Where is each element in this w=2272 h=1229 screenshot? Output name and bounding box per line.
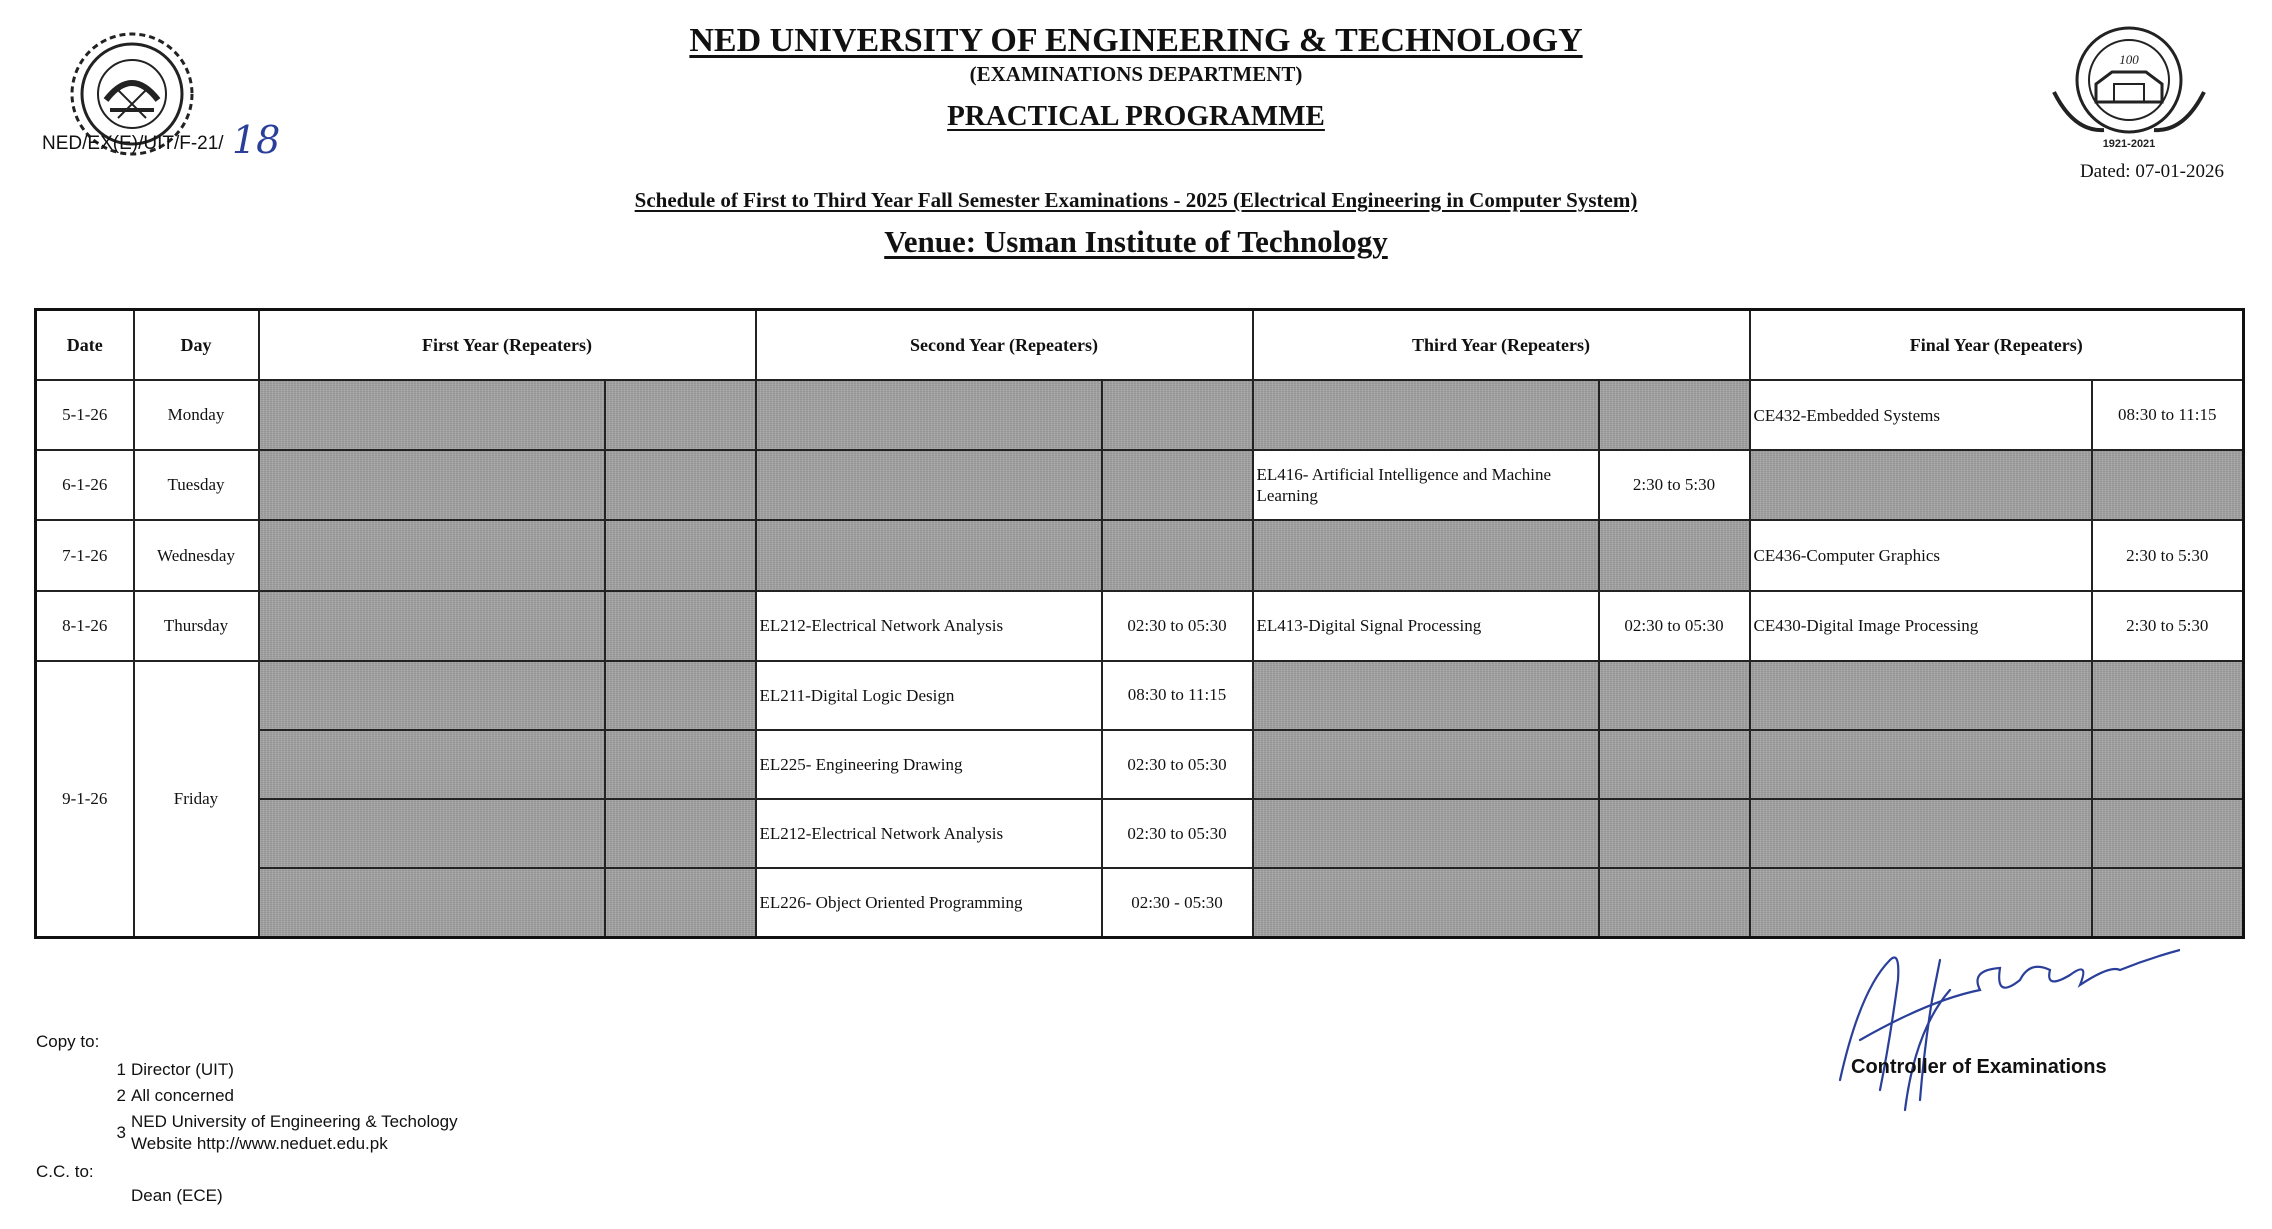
final-time-cell: 2:30 to 5:30	[2092, 591, 2244, 661]
copy-item-number: 3	[116, 1123, 126, 1142]
empty-shaded-cell	[605, 799, 756, 868]
signature	[1820, 930, 2180, 1120]
empty-shaded-cell	[2092, 730, 2244, 799]
date-cell: 7-1-26	[36, 520, 134, 590]
empty-shaded-cell	[259, 661, 605, 730]
day-cell: Wednesday	[134, 520, 259, 590]
dated: Dated: 07-01-2026	[2079, 161, 2224, 182]
second-time-cell: 02:30 to 05:30	[1102, 591, 1253, 661]
second-subject-cell: EL212-Electrical Network Analysis	[756, 591, 1102, 661]
empty-shaded-cell	[1599, 661, 1750, 730]
table-row	[36, 799, 2244, 868]
empty-shaded-cell	[1599, 520, 1750, 590]
empty-shaded-cell	[605, 380, 756, 450]
empty-shaded-cell	[605, 450, 756, 520]
empty-shaded-cell	[756, 520, 1102, 590]
final-time-cell: 08:30 to 11:15	[2092, 380, 2244, 450]
empty-shaded-cell	[1599, 868, 1750, 937]
copy-item-number: 1	[116, 1060, 126, 1079]
copy-item-text: All concerned	[131, 1086, 235, 1105]
copy-item-number: 2	[116, 1086, 126, 1105]
empty-shaded-cell	[1599, 799, 1750, 868]
empty-shaded-cell	[2092, 868, 2244, 937]
final-subject-cell: CE436-Computer Graphics	[1750, 520, 2092, 590]
table-row	[36, 520, 2244, 590]
schedule-table	[34, 308, 2245, 939]
second-time-cell: 08:30 to 11:15	[1102, 661, 1253, 730]
cc-item: Dean (ECE)	[131, 1186, 223, 1205]
empty-shaded-cell	[1750, 799, 2092, 868]
schedule-title: Schedule of First to Third Year Fall Semester Examinations - 2025 (Electrical Engineering in Computer System)	[634, 188, 1638, 212]
empty-shaded-cell	[1599, 730, 1750, 799]
header-day: Day	[134, 310, 259, 381]
empty-shaded-cell	[1599, 380, 1750, 450]
header-final-year: Final Year (Repeaters)	[1750, 310, 2244, 381]
empty-shaded-cell	[1253, 868, 1599, 937]
final-time-cell: 2:30 to 5:30	[2092, 520, 2244, 590]
copy-item-text: NED University of Engineering & Techology	[131, 1112, 458, 1131]
empty-shaded-cell	[259, 799, 605, 868]
table-row	[36, 591, 2244, 661]
programme-title: PRACTICAL PROGRAMME	[947, 100, 1325, 132]
second-time-cell: 02:30 to 05:30	[1102, 799, 1253, 868]
empty-shaded-cell	[259, 868, 605, 937]
empty-shaded-cell	[1253, 799, 1599, 868]
empty-shaded-cell	[2092, 450, 2244, 520]
empty-shaded-cell	[259, 380, 605, 450]
empty-shaded-cell	[259, 730, 605, 799]
second-time-cell: 02:30 to 05:30	[1102, 730, 1253, 799]
header-second-year: Second Year (Repeaters)	[756, 310, 1253, 381]
logo-number: 100	[2119, 52, 2139, 67]
empty-shaded-cell	[605, 520, 756, 590]
empty-shaded-cell	[605, 868, 756, 937]
second-subject-cell: EL226- Object Oriented Programming	[756, 868, 1102, 937]
empty-shaded-cell	[1750, 868, 2092, 937]
empty-shaded-cell	[1102, 380, 1253, 450]
empty-shaded-cell	[1253, 380, 1599, 450]
day-cell: Thursday	[134, 591, 259, 661]
logo-years: 1921-2021	[2102, 138, 2156, 150]
table-row	[36, 868, 2244, 937]
empty-shaded-cell	[2092, 661, 2244, 730]
second-subject-cell: EL225- Engineering Drawing	[756, 730, 1102, 799]
second-time-cell: 02:30 - 05:30	[1102, 868, 1253, 937]
empty-shaded-cell	[259, 591, 605, 661]
empty-shaded-cell	[1102, 520, 1253, 590]
header-date: Date	[36, 310, 134, 381]
empty-shaded-cell	[1253, 520, 1599, 590]
empty-shaded-cell	[259, 520, 605, 590]
header-first-year: First Year (Repeaters)	[259, 310, 756, 381]
cc-label: C.C. to:	[36, 1162, 94, 1181]
empty-shaded-cell	[1750, 730, 2092, 799]
empty-shaded-cell	[605, 661, 756, 730]
second-subject-cell: EL212-Electrical Network Analysis	[756, 799, 1102, 868]
final-subject-cell: CE430-Digital Image Processing	[1750, 591, 2092, 661]
third-time-cell: 2:30 to 5:30	[1599, 450, 1750, 520]
copy-item-website: Website http://www.neduet.edu.pk	[131, 1134, 388, 1153]
reference-handwritten: 18	[232, 118, 281, 162]
date-cell: 9-1-26	[36, 661, 134, 938]
date-cell: 8-1-26	[36, 591, 134, 661]
final-subject-cell: CE432-Embedded Systems	[1750, 380, 2092, 450]
day-cell: Tuesday	[134, 450, 259, 520]
third-subject-cell: EL416- Artificial Intelligence and Machine Learning	[1253, 450, 1599, 520]
empty-shaded-cell	[1750, 450, 2092, 520]
empty-shaded-cell	[1253, 730, 1599, 799]
empty-shaded-cell	[756, 450, 1102, 520]
empty-shaded-cell	[605, 591, 756, 661]
third-subject-cell: EL413-Digital Signal Processing	[1253, 591, 1599, 661]
venue: Venue: Usman Institute of Technology	[884, 224, 1388, 259]
empty-shaded-cell	[1253, 661, 1599, 730]
empty-shaded-cell	[1750, 661, 2092, 730]
table-row	[36, 380, 2244, 450]
department-name: (EXAMINATIONS DEPARTMENT)	[969, 62, 1303, 86]
second-subject-cell: EL211-Digital Logic Design	[756, 661, 1102, 730]
empty-shaded-cell	[605, 730, 756, 799]
table-row	[36, 661, 2244, 730]
date-cell: 6-1-26	[36, 450, 134, 520]
table-row	[36, 730, 2244, 799]
empty-shaded-cell	[1102, 450, 1253, 520]
third-time-cell: 02:30 to 05:30	[1599, 591, 1750, 661]
empty-shaded-cell	[756, 380, 1102, 450]
copy-to-label: Copy to:	[36, 1032, 100, 1051]
empty-shaded-cell	[259, 450, 605, 520]
university-name: NED UNIVERSITY OF ENGINEERING & TECHNOLOGY	[689, 22, 1583, 59]
empty-shaded-cell	[2092, 799, 2244, 868]
copy-item-text: Director (UIT)	[131, 1060, 234, 1079]
day-cell: Friday	[134, 661, 259, 938]
controller-of-examinations: Controller of Examinations	[1851, 1056, 2107, 1078]
table-row	[36, 450, 2244, 520]
date-cell: 5-1-26	[36, 380, 134, 450]
reference-number: NED/EX(E)/UIT/F-21/	[42, 133, 224, 154]
day-cell: Monday	[134, 380, 259, 450]
header-third-year: Third Year (Repeaters)	[1253, 310, 1750, 381]
